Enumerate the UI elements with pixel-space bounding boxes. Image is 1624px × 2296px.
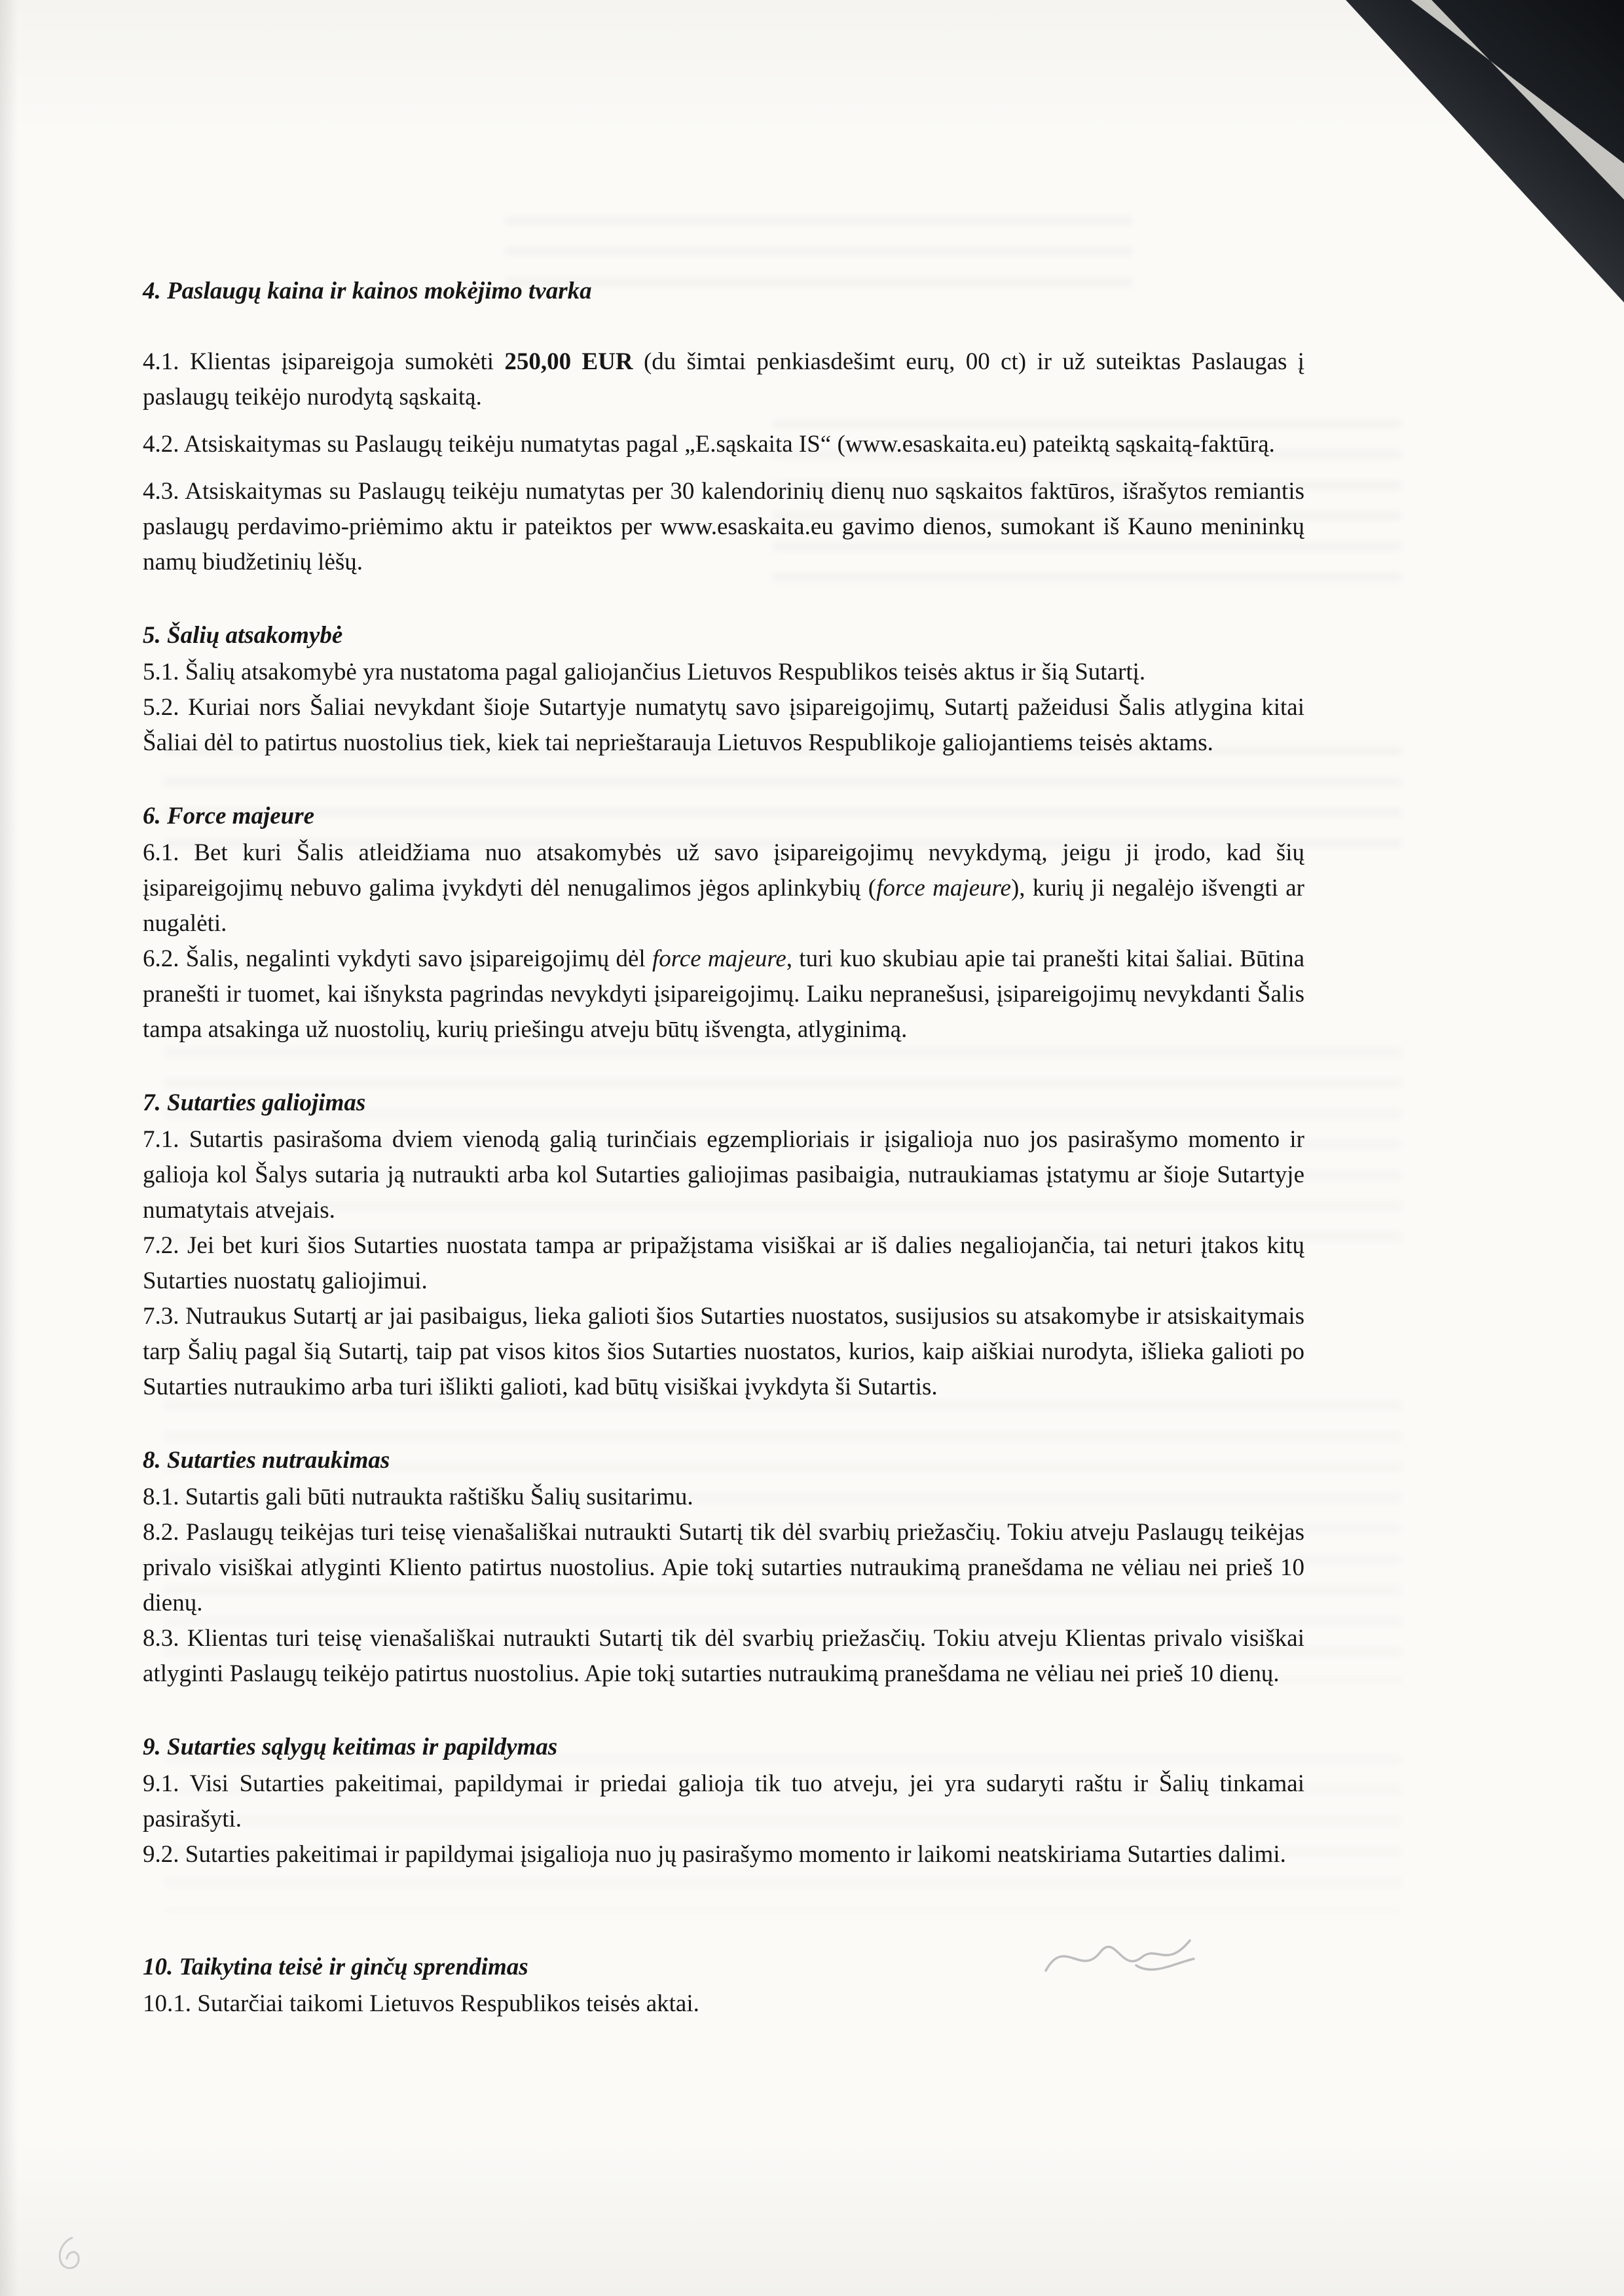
section-contract-validity [143,1085,1304,1405]
section-heading: 7. Sutarties galiojimas [143,1089,366,1116]
paragraph-7-2: 7.2. Jei bet kuri šios Sutarties nuostata tampa ar pripažįstama visiškai ar iš dalies negaliojančia, tai neturi įtakos kitų Sutarties nuostatų galiojimui. [143,1232,1304,1294]
section-heading: 9. Sutarties sąlygų keitimas ir papildymas [143,1734,558,1760]
section-contract-termination [143,1443,1304,1692]
paragraph-9-1: 9.1. Visi Sutarties pakeitimai, papildymai ir priedai galioja tik tuo atveju, jei yra sudaryti raštu ir Šalių tinkamai pasirašyti. [143,1770,1304,1832]
contract-body [143,0,1304,2022]
paragraph-text: , turi kuo skubiau apie tai pranešti kitai šaliai. Būtina pranešti ir tuomet, kai išnyksta pagrindas nevykdyti įsipareigojimų. Laiku nepranešusi, įsipareigojimų nevykdanti Šalis tampa atsakinga už nuostolių, kurių priešingu atveju būtų išvengta, atlyginimą. [143,945,1305,1043]
paragraph-4-1 [143,344,1304,415]
paragraph-5-1: 5.1. Šalių atsakomybė yra nustatoma pagal galiojančius Lietuvos Respublikos teisės aktus ir šią Sutartį. [143,659,1146,685]
paragraph-4-3: 4.3. Atsiskaitymas su Paslaugų teikėju numatytas per 30 kalendorinių dienų nuo sąskaitos faktūros, išrašytos remiantis paslaugų perdavimo-priėmimo aktu ir pateiktos per www.esaskaita.eu gavimo dienos, sumokant iš Kauno menininkų namų biudžetinių lėšų. [143,478,1304,575]
paragraph-5-2: 5.2. Kuriai nors Šaliai nevykdant šioje Sutartyje numatytų savo įsipareigojimų, Sutartį pažeidusi Šalis atlygina kitai Šaliai dėl to patirtus nuostolius tiek, kiek tai neprieštarauja Lietuvos Respublikoje galiojantiems teisės aktams. [143,694,1304,756]
section-price-and-payment [143,274,1304,580]
section-liability [143,618,1304,761]
paragraph-7-3: 7.3. Nutraukus Sutartį ar jai pasibaigus, lieka galioti šios Sutarties nuostatos, susijusios su atsakomybe ir atsiskaitymais tarp Šalių pagal šią Sutartį, taip pat visos kitos šios Sutarties nuostatos, kurios, kaip aiškiai nurodyta, išlieka galioti po Sutarties nutraukimo arba turi išlikti galioti, kad būtų visiškai įvykdyta ši Sutartis. [143,1303,1304,1400]
contract-amount: 250,00 EUR [504,348,633,375]
paragraph-text: ), kurių ji negalėjo išvengti ar nugalėti. [143,875,1304,937]
section-heading: 5. Šalių atsakomybė [143,622,343,649]
section-heading: 6. Force majeure [143,803,315,829]
scan-left-edge-shadow [0,0,18,2296]
handwritten-signature-mark [1038,1925,1208,1987]
paragraph-6-1 [143,835,1304,941]
section-force-majeure [143,799,1304,1048]
paragraph-text: 6.2. Šalis, negalinti vykdyti savo įsipareigojimų dėl [143,945,652,972]
section-heading: 4. Paslaugų kaina ir kainos mokėjimo tvarka [143,278,592,304]
paragraph-6-2 [143,941,1304,1048]
section-heading: 10. Taikytina teisė ir ginčų sprendimas [143,1954,528,1980]
section-heading: 8. Sutarties nutraukimas [143,1447,390,1474]
legal-term-italic: force majeure [652,945,786,972]
legal-term-italic: force majeure [876,875,1011,902]
pencil-corner-mark [46,2231,92,2277]
paragraph-4-2: 4.2. Atsiskaitymas su Paslaugų teikėju numatytas pagal „E.sąskaita IS“ (www.esaskaita.eu) pateiktą sąskaitą-faktūrą. [143,431,1275,458]
paragraph-8-2: 8.2. Paslaugų teikėjas turi teisę vienašališkai nutraukti Sutartį tik dėl svarbių priežasčių. Tokiu atveju Paslaugų teikėjas privalo visiškai atlyginti Kliento patirtus nuostolius. Apie tokį sutarties nutraukimą pranešdama ne vėliau nei prieš 10 dienų. [143,1519,1304,1616]
paragraph-text: 6.1. Bet kuri Šalis atleidžiama nuo atsakomybės už savo įsipareigojimų nevykdymą, jeigu ji įrodo, kad šių įsipareigojimų nebuvo galima įvykdyti dėl nenugalimos jėgos aplinkybių ( [143,839,1304,902]
paragraph-10-1: 10.1. Sutarčiai taikomi Lietuvos Respublikos teisės aktai. [143,1990,699,2017]
paragraph-8-3: 8.3. Klientas turi teisę vienašališkai nutraukti Sutartį tik dėl svarbių priežasčių. Tokiu atveju Klientas privalo visiškai atlyginti Paslaugų teikėjo patirtus nuostolius. Apie tokį sutarties nutraukimą pranešdama ne vėliau nei prieš 10 dienų. [143,1625,1304,1687]
paragraph-text: 4.1. Klientas įsipareigoja sumokėti [143,348,505,375]
paragraph-7-1: 7.1. Sutartis pasirašoma dviem vienodą galią turinčiais egzemplioriais ir įsigalioja nuo jos pasirašymo momento ir galioja kol Šalys sutaria ją nutraukti arba kol Sutarties galiojimas pasibaigia, nutraukiamas įstatymu ar šioje Sutartyje numatytais atvejais. [143,1126,1304,1224]
paragraph-8-1: 8.1. Sutartis gali būti nutraukta raštišku Šalių susitarimu. [143,1484,693,1510]
section-amendments [143,1730,1304,1872]
paragraph-text: (du šimtai penkiasdešimt eurų, 00 ct) ir už suteiktas Paslaugas į paslaugų teikėjo nurodytą sąskaitą. [143,348,1305,410]
paragraph-9-2: 9.2. Sutarties pakeitimai ir papildymai įsigalioja nuo jų pasirašymo momento ir laikomi neatskiriama Sutarties dalimi. [143,1841,1286,1868]
